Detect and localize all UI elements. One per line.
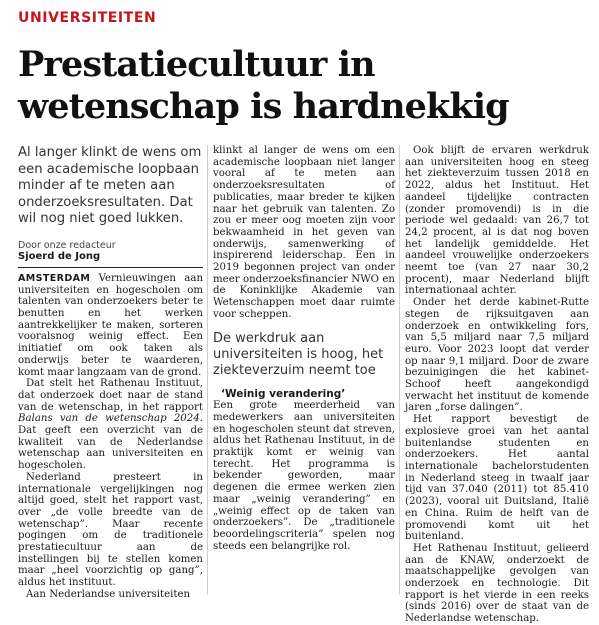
body-paragraph: Aan Nederlandse universiteiten (26, 588, 191, 600)
body-paragraph: Nederland presteert in internationale vergelijkingen nog altijd goed, stelt het rapport vast, over „de volle breedte van de wetenschap”. Maar recente pogingen om de traditionele prestatiecultuur aan de instellingen bij te stellen komen maar „heel voorzichtig op gang”, aldus het instituut. (18, 471, 203, 589)
lead-paragraph: Al langer klinkt de wens om een academische loopbaan minder af te meten aan onderzoeksresultaten. Dat wil nog niet goed lukken. (18, 145, 202, 226)
report-title: Balans van de wetenschap 2024 (18, 413, 200, 425)
body-paragraph: Ook blijft de ervaren werkdruk aan universiteiten hoog en steeg het ziekteverzuim tussen 2018 en 2022, aldus het Instituut. Het aandeel tijdelijke contracten (zonder promovendi) is in die periode wel gedaald: van 26,7 tot 24,2 procent, al is dat nog boven het landelijk gemiddelde. Het aandeel vrouwelijke onderzoekers neemt toe (van 27 naar 30,2 procent), maar Nederland blijft internationaal achter. (405, 145, 589, 297)
column-divider (207, 145, 208, 595)
body-paragraph: Een grote meerderheid van medewerkers aan universiteiten en hogescholen steunt dat streven, aldus het Rathenau Instituut, in de praktijk komt er weinig van terecht. Het programma is bekender geworden, maar degenen die ermee werken zien maar „weinig verandering” en „weinig effect op de taken van onderzoekers”. De „traditionele beoordelingscriteria” spelen nog steeds een belangrijke rol. (213, 400, 395, 552)
dateline: AMSTERDAM (18, 272, 91, 284)
pull-quote: De werkdruk aan universiteiten is hoog, het ziekteverzuim neemt toe (213, 330, 384, 378)
body-paragraph: Het Rathenau Instituut, gelieerd aan de KNAW, onderzoekt de maatschappelijke gevolgen van onderzoek en technologie. Dit rapport is het vierde in een reeks (sinds 2016) over de staat van de Nederlandse wetenschap. (405, 542, 589, 625)
body-paragraph: Het rapport bevestigt de explosieve groei van het aantal buitenlandse studenten en onderzoekers. Het aantal internationale bachelorstudenten in Nederland steeg in twaalf jaar tijd van 37.040 (2011) tot 85.410 (2023), vooral uit Duitsland, Italië en China. Ruim de helft van de promovendi komt uit het buitenland. (405, 414, 589, 543)
column-3 (405, 145, 589, 625)
column-2 (213, 145, 395, 552)
column-divider (399, 145, 400, 595)
byline-author: Sjoerd de Jong (18, 251, 101, 263)
body-paragraph: AMSTERDAM Vernieuwingen aan universiteiten en hogescholen om talenten van onderzoekers beter te benutten en het werken aantrekkelijker te maken, sorteren vooralsnog weinig effect. Een initiatief om ook taken als onderwijs beter te waarderen, komt maar langzaam van de grond. (18, 272, 203, 378)
body-paragraph: klinkt al langer de wens om een academische loopbaan niet langer vooral af te meten aan onderzoeksresultaten of publicaties, maar breder te kijken naar het gebruik van talenten. Zo zou er meer oog moeten zijn voor bekwaamheid in het geven van onderwijs, samenwerking of inspirerend leiderschap. Een in 2019 begonnen project van onder meer onderzoeksfinancier NWO en de Koninklijke Akademie van Wetenschappen moet daar ruimte voor scheppen. (213, 145, 395, 320)
column-1 (18, 145, 203, 601)
body-paragraph: Dat stelt het Rathenau Instituut, dat onderzoek doet naar de stand van de wetenschap, in het rapport Balans van de wetenschap 2024. Dat geeft een overzicht van de kwaliteit van de Nederlandse wetenschap aan universiteiten en hogescholen. (18, 378, 203, 472)
subheading: ‘Weinig verandering’ (221, 387, 346, 400)
headline: Prestatiecultuur in wetenschap is hardnekkig (18, 44, 509, 127)
byline-rule (18, 267, 203, 268)
section-kicker: UNIVERSITEITEN (18, 10, 157, 26)
byline-prefix: Door onze redacteur (18, 239, 116, 251)
body-paragraph: Onder het derde kabinet-Rutte stegen de rijksuitgaven aan onderzoek en ontwikkeling fors, van 5,5 miljard naar 7,5 miljard euro. Voor 2023 loopt dat verder op naar 9,1 miljard. Door de zware bezuinigingen die het kabinet-Schoof heeft aangekondigd verwacht het instituut de komende jaren „forse dalingen”. (405, 297, 589, 414)
